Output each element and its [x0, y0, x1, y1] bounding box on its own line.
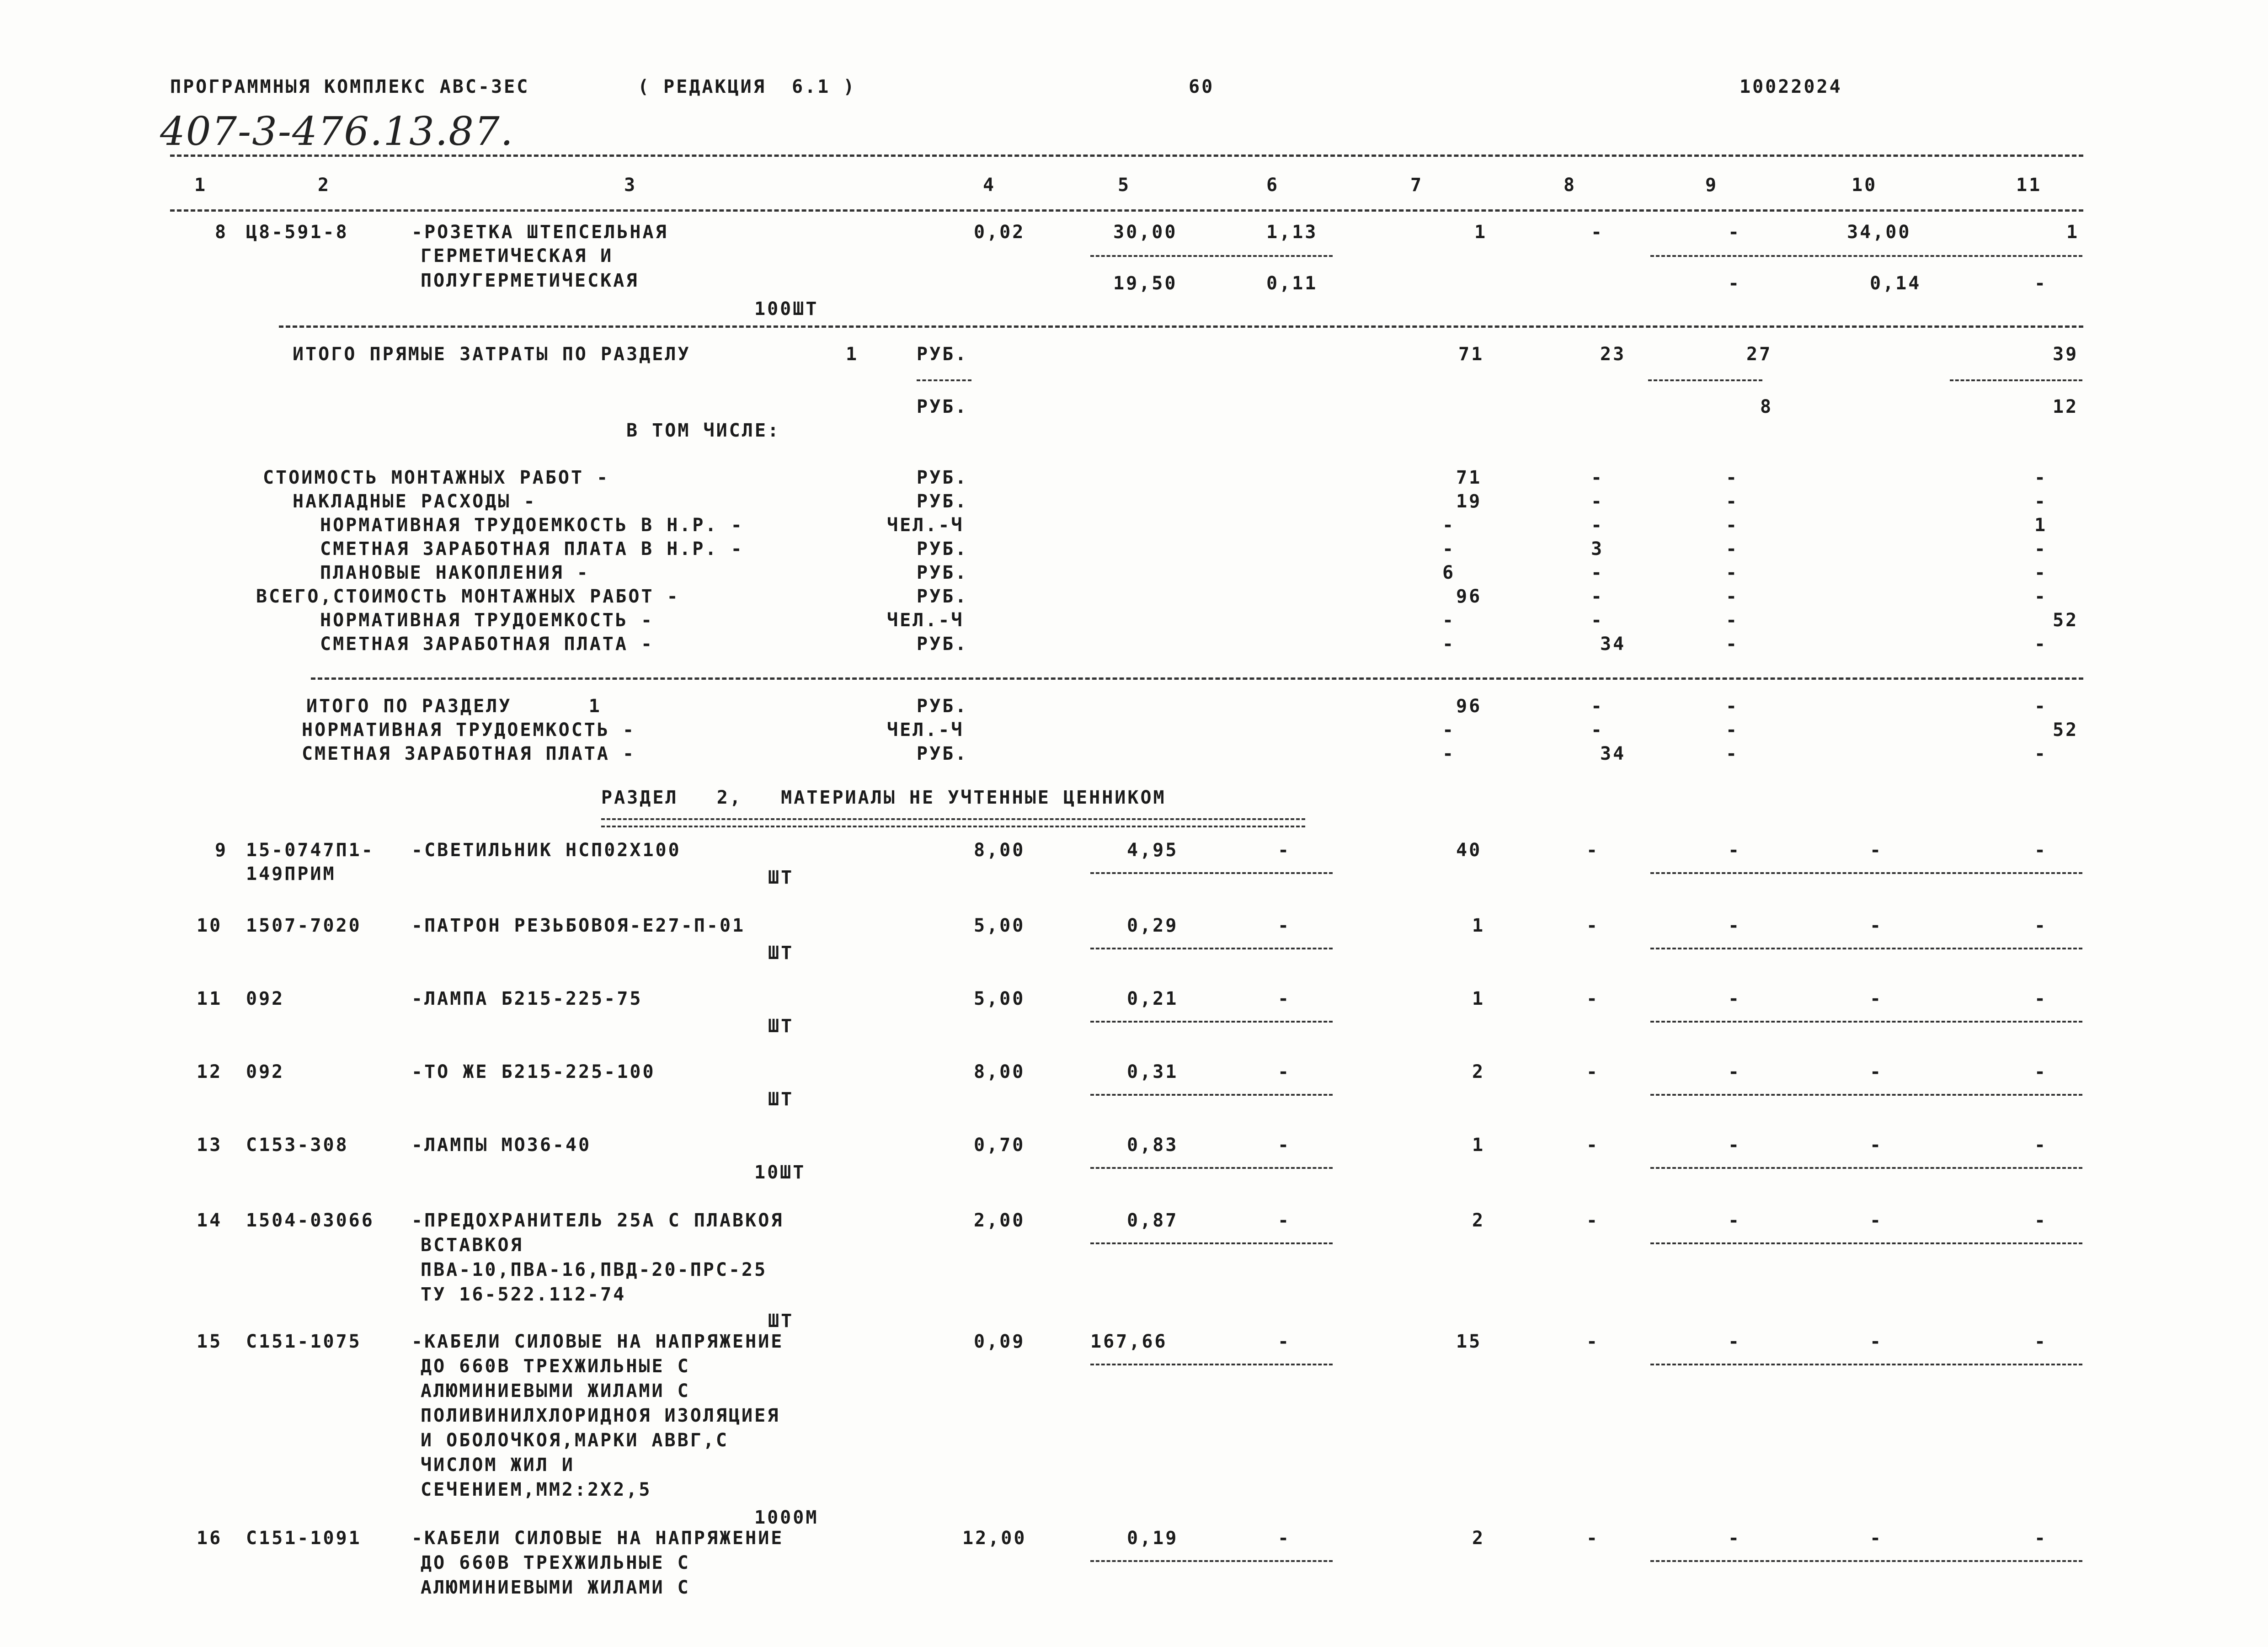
section-total-col8: -	[1591, 720, 1604, 741]
item-col7: 1	[1474, 222, 1488, 243]
item-name-line: АЛЮМИНИЕВЫМИ ЖИЛАМИ С	[421, 1380, 690, 1402]
item-sum: 1,13	[1266, 222, 1318, 243]
divider	[1650, 1021, 2082, 1023]
item-sum: -	[1278, 1210, 1291, 1231]
divider	[1090, 255, 1333, 257]
breakdown-col11: -	[2034, 634, 2048, 655]
breakdown-label: СТОИМОСТЬ МОНТАЖНЫХ РАБОТ -	[263, 467, 610, 488]
totals-col9: 27	[1746, 344, 1772, 365]
totals-col7: 71	[1458, 344, 1484, 365]
breakdown-col11: 52	[2053, 610, 2079, 631]
item-col9: -	[1728, 1061, 1741, 1082]
item-unit: ШТ	[768, 1089, 794, 1110]
totals-col8: 23	[1600, 344, 1626, 365]
breakdown-unit: РУБ.	[917, 467, 968, 488]
divider	[1650, 1242, 2082, 1244]
column-number: 5	[1118, 175, 1131, 196]
item-name-line: ТУ 16-522.112-74	[421, 1284, 626, 1305]
breakdown-label: НОРМАТИВНАЯ ТРУДОЕМКОСТЬ В Н.Р. -	[320, 515, 744, 536]
item-col7: 2	[1472, 1061, 1485, 1082]
breakdown-col9: -	[1726, 538, 1739, 560]
column-number: 11	[2016, 175, 2042, 196]
breakdown-col9: -	[1726, 467, 1739, 488]
item-col11: -	[2034, 988, 2048, 1009]
item-name-line: -ЛАМПЫ МО36-40	[411, 1135, 592, 1156]
item-col9-2: -	[1728, 273, 1741, 294]
totals-label: ИТОГО ПРЯМЫЕ ЗАТРАТЫ ПО РАЗДЕЛУ	[293, 344, 691, 365]
breakdown-col7: 71	[1456, 467, 1482, 488]
breakdown-col8: 3	[1591, 538, 1604, 560]
section-total-unit: РУБ.	[917, 743, 968, 764]
section-total-col7: 96	[1456, 696, 1482, 717]
item-name-line: -ПРЕДОХРАНИТЕЛЬ 25А С ПЛАВКОЯ	[411, 1210, 784, 1231]
item-col9: -	[1728, 1135, 1741, 1156]
breakdown-col9: -	[1726, 586, 1739, 607]
breakdown-col7: -	[1442, 538, 1456, 560]
breakdown-col9: -	[1726, 562, 1739, 583]
item-sum: -	[1278, 1135, 1291, 1156]
item-col9: -	[1728, 1210, 1741, 1231]
item-code: 1504-03066	[246, 1210, 374, 1231]
breakdown-col7: -	[1442, 515, 1456, 536]
column-number: 8	[1564, 175, 1577, 196]
item-col10: -	[1870, 1331, 1883, 1352]
breakdown-col8: -	[1591, 491, 1604, 512]
item-col7: 15	[1456, 1331, 1482, 1352]
item-qty: 2,00	[974, 1210, 1025, 1231]
divider	[1650, 1167, 2082, 1169]
item-name-line: АЛЮМИНИЕВЫМИ ЖИЛАМИ С	[421, 1577, 690, 1598]
item-name-line: ПВА-10,ПВА-16,ПВД-20-ПРС-25	[421, 1259, 768, 1280]
section-total-col11: -	[2034, 743, 2048, 764]
item-unit: 1000М	[754, 1507, 819, 1528]
breakdown-col11: 1	[2034, 515, 2048, 536]
breakdown-col11: -	[2034, 538, 2048, 560]
item-col11: -	[2034, 1528, 2048, 1549]
totals-section: 1	[846, 344, 859, 365]
item-number: 8	[215, 222, 228, 243]
divider	[1090, 1242, 1333, 1244]
item-code-2: 149ПРИМ	[246, 863, 336, 885]
item-col7: 2	[1472, 1528, 1485, 1549]
breakdown-label: ВСЕГО,СТОИМОСТЬ МОНТАЖНЫХ РАБОТ -	[256, 586, 680, 607]
item-col8: -	[1586, 988, 1600, 1009]
item-qty: 5,00	[974, 988, 1025, 1009]
item-number: 9	[215, 840, 228, 861]
divider	[1650, 872, 2082, 874]
item-name-line: ДО 660В ТРЕХЖИЛЬНЫЕ С	[421, 1552, 690, 1573]
column-number: 2	[318, 175, 331, 196]
item-col9: -	[1728, 915, 1741, 936]
item-col8: -	[1586, 1331, 1600, 1352]
section-total-label: НОРМАТИВНАЯ ТРУДОЕМКОСТЬ -	[302, 720, 636, 741]
program-title: ПРОГРАММНЫЯ КОМПЛЕКС АВС-3ЕС	[170, 76, 530, 97]
item-name-line: -КАБЕЛИ СИЛОВЫЕ НА НАПРЯЖЕНИЕ	[411, 1528, 784, 1549]
item-name-line: И ОБОЛОЧКОЯ,МАРКИ АВВГ,С	[421, 1430, 729, 1451]
item-sum: -	[1278, 1528, 1291, 1549]
item-sum-2: 0,11	[1266, 273, 1318, 294]
item-number: 13	[197, 1135, 223, 1156]
divider	[1648, 379, 1762, 381]
item-sum: -	[1278, 1331, 1291, 1352]
divider	[1090, 1364, 1333, 1365]
item-name-line: -ТО ЖЕ Б215-225-100	[411, 1061, 656, 1082]
breakdown-col8: -	[1591, 515, 1604, 536]
breakdown-label: СМЕТНАЯ ЗАРАБОТНАЯ ПЛАТА -	[320, 634, 654, 655]
breakdown-col11: -	[2034, 586, 2048, 607]
including-label: В ТОМ ЧИСЛЕ:	[626, 420, 780, 441]
breakdown-col8: 34	[1600, 634, 1626, 655]
breakdown-col7: 19	[1456, 491, 1482, 512]
breakdown-unit: РУБ.	[917, 562, 968, 583]
item-price: 0,31	[1127, 1061, 1179, 1082]
item-unit: ШТ	[768, 1311, 794, 1332]
breakdown-col11: -	[2034, 562, 2048, 583]
divider	[1090, 872, 1333, 874]
item-unit: ШТ	[768, 1016, 794, 1037]
divider	[1090, 1094, 1333, 1096]
item-col11-2: -	[2034, 273, 2048, 294]
section-total-col7: -	[1442, 720, 1456, 741]
breakdown-col9: -	[1726, 515, 1739, 536]
totals-col11-2: 12	[2053, 396, 2079, 417]
item-code: 15-0747П1-	[246, 840, 374, 861]
item-col11: -	[2034, 1210, 2048, 1231]
item-qty: 0,02	[974, 222, 1025, 243]
breakdown-label: СМЕТНАЯ ЗАРАБОТНАЯ ПЛАТА В Н.Р. -	[320, 538, 744, 560]
item-col7: 1	[1472, 915, 1485, 936]
divider	[1950, 379, 2082, 381]
item-number: 15	[197, 1331, 223, 1352]
item-number: 14	[197, 1210, 223, 1231]
document-number: 10022024	[1740, 76, 1842, 97]
breakdown-col8: -	[1591, 610, 1604, 631]
item-col8: -	[1586, 1061, 1600, 1082]
totals-unit: РУБ.	[917, 344, 968, 365]
breakdown-col7: 96	[1456, 586, 1482, 607]
item-col11: -	[2034, 1061, 2048, 1082]
item-name-line: -СВЕТИЛЬНИК НСП02Х100	[411, 840, 681, 861]
column-number: 9	[1705, 175, 1718, 196]
breakdown-col7: 6	[1442, 562, 1456, 583]
section2-underline	[601, 818, 1305, 827]
item-col11: -	[2034, 1331, 2048, 1352]
item-name-line: ЧИСЛОМ ЖИЛ И	[421, 1455, 575, 1476]
item-col7: 1	[1472, 988, 1485, 1009]
item-col8: -	[1586, 915, 1600, 936]
item-col8: -	[1591, 222, 1604, 243]
item-code: 092	[246, 988, 285, 1009]
item-col10-2: 0,14	[1870, 273, 1921, 294]
item-qty: 8,00	[974, 1061, 1025, 1082]
handwritten-code: 407-3-476.13.87.	[160, 109, 514, 155]
item-number: 11	[197, 988, 223, 1009]
item-col7: 2	[1472, 1210, 1485, 1231]
item-name-line: -ЛАМПА Б215-225-75	[411, 988, 643, 1009]
item-name-line: ПОЛУГЕРМЕТИЧЕСКАЯ	[421, 270, 639, 291]
breakdown-unit: ЧЕЛ.-Ч	[887, 610, 964, 631]
column-number: 4	[983, 175, 996, 196]
item-number: 12	[197, 1061, 223, 1082]
breakdown-label: НАКЛАДНЫЕ РАСХОДЫ -	[293, 491, 537, 512]
edition-label: ( РЕДАКЦИЯ 6.1 )	[638, 76, 856, 97]
item-price: 4,95	[1127, 840, 1179, 861]
item-col10: -	[1870, 915, 1883, 936]
item-qty: 0,09	[974, 1331, 1025, 1352]
item-price: 0,87	[1127, 1210, 1179, 1231]
breakdown-col8: -	[1591, 586, 1604, 607]
section-rule	[311, 677, 2083, 680]
column-header-rule	[170, 209, 2083, 212]
item-qty: 0,70	[974, 1135, 1025, 1156]
divider	[1090, 948, 1333, 949]
item-col7: 1	[1472, 1135, 1485, 1156]
column-number: 1	[194, 175, 208, 196]
column-number: 10	[1852, 175, 1878, 196]
item-name-line: СЕЧЕНИЕМ,ММ2:2Х2,5	[421, 1479, 652, 1500]
column-number: 6	[1266, 175, 1280, 196]
section-total-col9: -	[1726, 696, 1739, 717]
item-sum: -	[1278, 1061, 1291, 1082]
breakdown-col11: -	[2034, 491, 2048, 512]
item-name-line: ДО 660В ТРЕХЖИЛЬНЫЕ С	[421, 1356, 690, 1377]
section-total-col11: 52	[2053, 720, 2079, 741]
divider	[1650, 255, 2082, 257]
breakdown-unit: РУБ.	[917, 491, 968, 512]
item-number: 16	[197, 1528, 223, 1549]
breakdown-label: НОРМАТИВНАЯ ТРУДОЕМКОСТЬ -	[320, 610, 654, 631]
item-col8: -	[1586, 1135, 1600, 1156]
section-total-unit: ЧЕЛ.-Ч	[887, 720, 964, 741]
item-price: 0,83	[1127, 1135, 1179, 1156]
section-total-col8: -	[1591, 696, 1604, 717]
divider	[1650, 1560, 2082, 1562]
item-price: 167,66	[1090, 1331, 1168, 1352]
item-code: С151-1091	[246, 1528, 362, 1549]
item-unit: ШТ	[768, 867, 794, 888]
divider	[1090, 1021, 1333, 1023]
breakdown-unit: РУБ.	[917, 538, 968, 560]
column-number: 3	[624, 175, 637, 196]
section2-title: РАЗДЕЛ 2, МАТЕРИАЛЫ НЕ УЧТЕННЫЕ ЦЕННИКОМ	[601, 787, 1166, 808]
item-sum: -	[1278, 915, 1291, 936]
item-col7: 40	[1456, 840, 1482, 861]
item-code: С151-1075	[246, 1331, 362, 1352]
item-col10: 34,00	[1847, 222, 1911, 243]
breakdown-unit: РУБ.	[917, 634, 968, 655]
item-col8: -	[1586, 1528, 1600, 1549]
item-code: 092	[246, 1061, 285, 1082]
item-code: 1507-7020	[246, 915, 362, 936]
item-sum: -	[1278, 988, 1291, 1009]
divider	[1090, 1560, 1333, 1562]
item-col11: -	[2034, 1135, 2048, 1156]
totals-col11: 39	[2053, 344, 2079, 365]
section-total-unit: РУБ.	[917, 696, 968, 717]
divider	[1650, 1094, 2082, 1096]
breakdown-col8: -	[1591, 467, 1604, 488]
item-price: 30,00	[1113, 222, 1178, 243]
item-name-line: ГЕРМЕТИЧЕСКАЯ И	[421, 245, 614, 267]
item-col9: -	[1728, 1331, 1741, 1352]
item-col10: -	[1870, 988, 1883, 1009]
item-name-line: -РОЗЕТКА ШТЕПСЕЛЬНАЯ	[411, 222, 668, 243]
divider	[1650, 1364, 2082, 1365]
breakdown-col11: -	[2034, 467, 2048, 488]
totals-col9-2: 8	[1760, 396, 1773, 417]
item-unit: 10ШТ	[754, 1162, 806, 1183]
item-price: 0,19	[1127, 1528, 1179, 1549]
item-col10: -	[1870, 1210, 1883, 1231]
breakdown-col9: -	[1726, 491, 1739, 512]
item-col10: -	[1870, 840, 1883, 861]
item-price: 0,21	[1127, 988, 1179, 1009]
breakdown-col9: -	[1726, 634, 1739, 655]
section-total-col11: -	[2034, 696, 2048, 717]
breakdown-unit: ЧЕЛ.-Ч	[887, 515, 964, 536]
item-col8: -	[1586, 840, 1600, 861]
breakdown-col7: -	[1442, 610, 1456, 631]
divider	[917, 379, 971, 381]
item-code: Ц8-591-8	[246, 222, 349, 243]
item-qty: 12,00	[962, 1528, 1027, 1549]
item-col9: -	[1728, 988, 1741, 1009]
section-rule	[279, 325, 2083, 328]
item-qty: 8,00	[974, 840, 1025, 861]
item-col9: -	[1728, 222, 1741, 243]
section-total-label: СМЕТНАЯ ЗАРАБОТНАЯ ПЛАТА -	[302, 743, 636, 764]
section-total-col8: 34	[1600, 743, 1626, 764]
page-number: 60	[1189, 76, 1215, 97]
item-sum: -	[1278, 840, 1291, 861]
item-col11: -	[2034, 915, 2048, 936]
item-name-line: -КАБЕЛИ СИЛОВЫЕ НА НАПРЯЖЕНИЕ	[411, 1331, 784, 1352]
item-number: 10	[197, 915, 223, 936]
section-total-col9: -	[1726, 720, 1739, 741]
item-col11: -	[2034, 840, 2048, 861]
item-unit: ШТ	[768, 943, 794, 964]
item-price-2: 19,50	[1113, 273, 1178, 294]
item-col11: 1	[2066, 222, 2080, 243]
totals-unit-2: РУБ.	[917, 396, 968, 417]
item-col10: -	[1870, 1528, 1883, 1549]
header-rule	[170, 155, 2083, 157]
breakdown-col9: -	[1726, 610, 1739, 631]
divider	[1090, 1167, 1333, 1169]
item-col9: -	[1728, 840, 1741, 861]
breakdown-label: ПЛАНОВЫЕ НАКОПЛЕНИЯ -	[320, 562, 590, 583]
item-col9: -	[1728, 1528, 1741, 1549]
breakdown-col7: -	[1442, 634, 1456, 655]
breakdown-unit: РУБ.	[917, 586, 968, 607]
item-col10: -	[1870, 1135, 1883, 1156]
column-number: 7	[1410, 175, 1424, 196]
item-price: 0,29	[1127, 915, 1179, 936]
item-name-line: ВСТАВКОЯ	[421, 1235, 523, 1256]
item-name-line: -ПАТРОН РЕЗЬБОВОЯ-Е27-П-01	[411, 915, 746, 936]
item-unit: 100ШТ	[754, 298, 819, 320]
item-qty: 5,00	[974, 915, 1025, 936]
section-total-col9: -	[1726, 743, 1739, 764]
divider	[1650, 948, 2082, 949]
item-name-line: ПОЛИВИНИЛХЛОРИДНОЯ ИЗОЛЯЦИЕЯ	[421, 1405, 780, 1426]
section-total-label: ИТОГО ПО РАЗДЕЛУ 1	[306, 696, 602, 717]
item-code: С153-308	[246, 1135, 349, 1156]
item-col8: -	[1586, 1210, 1600, 1231]
section-total-col7: -	[1442, 743, 1456, 764]
item-col10: -	[1870, 1061, 1883, 1082]
breakdown-col8: -	[1591, 562, 1604, 583]
